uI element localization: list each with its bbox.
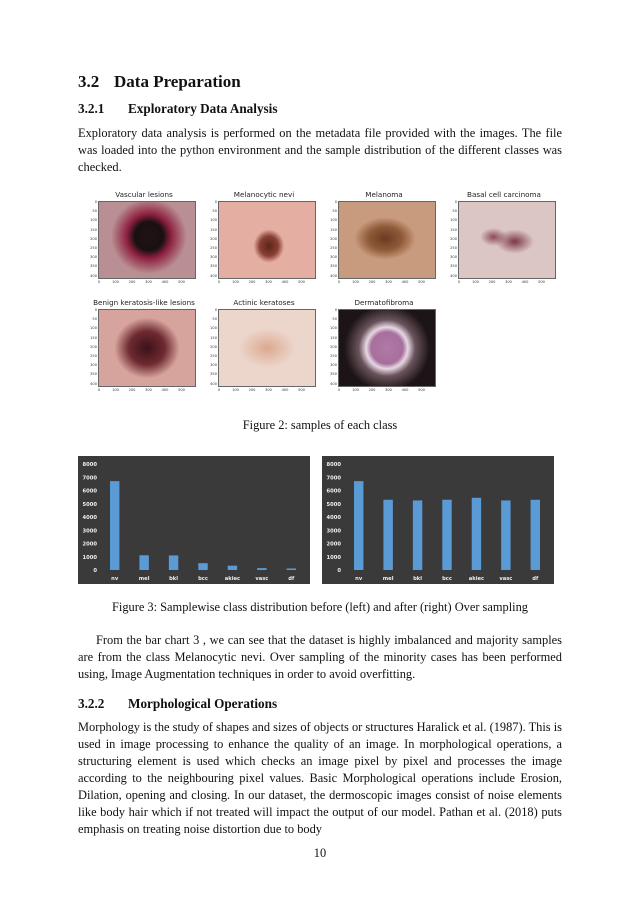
- sample-panel-title: Vascular lesions: [115, 190, 173, 199]
- sample-panel-title: Melanoma: [365, 190, 403, 199]
- x-tick-label: 400: [401, 280, 409, 284]
- bar-chart-after-svg: [322, 456, 554, 584]
- subsection-title: Morphological Operations: [128, 696, 278, 711]
- x-tick-label: 500: [298, 280, 305, 284]
- section-title: Data Preparation: [114, 72, 241, 91]
- x-tick-label: 100: [352, 280, 359, 284]
- x-tick-label: mel: [382, 576, 394, 582]
- y-tick-label: 350: [90, 372, 97, 377]
- bar: [472, 498, 481, 570]
- x-tick-label: 200: [368, 388, 376, 392]
- x-tick-label: 400: [161, 280, 169, 284]
- x-tick-label: 400: [281, 280, 289, 284]
- bar: [198, 563, 207, 570]
- x-tick-label: 500: [538, 280, 545, 284]
- x-tick-label: 500: [178, 280, 185, 284]
- y-tick-label: 200: [210, 236, 217, 241]
- y-tick-label: 3000: [82, 528, 97, 535]
- y-tick-label: 250: [90, 246, 97, 250]
- x-axis-ticks: [218, 280, 316, 286]
- y-tick-label: 0: [334, 200, 337, 204]
- y-tick-label: 0: [214, 200, 217, 204]
- y-tick-label: 150: [330, 227, 337, 232]
- sample-panel: [208, 298, 320, 396]
- y-tick-label: 350: [330, 264, 337, 269]
- y-tick-label: 0: [94, 200, 97, 204]
- y-tick-label: 50: [212, 317, 217, 322]
- y-tick-label: 0: [214, 308, 217, 312]
- subsection-number: 3.2.2: [78, 696, 105, 711]
- y-tick-label: 350: [90, 264, 97, 269]
- lesion-image: [98, 309, 196, 387]
- y-tick-label: 8000: [82, 462, 97, 468]
- y-tick-label: 50: [92, 317, 97, 322]
- bar-chart-after: [322, 456, 554, 584]
- x-tick-label: vasc: [255, 576, 269, 582]
- bar: [169, 555, 178, 570]
- sample-panel: [448, 190, 560, 288]
- x-tick-label: 300: [145, 280, 152, 284]
- y-tick-label: 7000: [326, 475, 341, 482]
- y-tick-label: 150: [450, 227, 457, 232]
- sample-panel: [208, 190, 320, 288]
- figure-3-caption: Figure 3: Samplewise class distribution before (left) and after (right) Over sampling: [111, 600, 528, 614]
- figure-class-samples: [88, 190, 568, 400]
- y-tick-label: 8000: [326, 462, 341, 468]
- y-tick-label: 200: [90, 344, 97, 349]
- y-tick-label: 50: [452, 209, 457, 214]
- y-tick-label: 250: [330, 246, 337, 250]
- y-tick-label: 200: [210, 344, 217, 349]
- y-tick-label: 100: [90, 218, 97, 223]
- sample-panel-title: Benign keratosis-like lesions: [93, 298, 195, 307]
- x-tick-label: 300: [505, 280, 512, 284]
- y-axis-ticks: [448, 201, 457, 279]
- paragraph-morphology: Morphology is the study of shapes and sizes of objects or structures Haralick et al. (1987). This is used in image processing to enhance the quality of an image. In morphological operations, a structuring element is used which checks an image pixel by pixel and processes the image according to the neighbouring pixel values. Basic Morphological operations include Erosion, Dilation, opening and closing. In our dataset, the dermoscopic images consist of noise elements like body hair which if not treated will impact the output of our model. Pathan et al. (2018) puts emphasis on treating noise distortion due to body: [78, 720, 562, 836]
- y-tick-label: 250: [210, 354, 217, 358]
- sample-panel: [328, 190, 440, 288]
- bar: [257, 568, 266, 570]
- x-tick-label: mel: [138, 576, 150, 582]
- section-number: 3.2: [78, 72, 100, 91]
- x-tick-label: 100: [112, 280, 119, 284]
- y-tick-label: 200: [330, 344, 337, 349]
- sample-panel-title: Melanocytic nevi: [233, 190, 295, 199]
- y-tick-label: 50: [332, 317, 337, 322]
- y-tick-label: 2000: [82, 541, 97, 548]
- subsection-title: Exploratory Data Analysis: [128, 101, 278, 116]
- sample-panel: [88, 190, 200, 288]
- y-tick-label: 400: [450, 273, 457, 278]
- x-tick-label: 300: [265, 388, 272, 392]
- subsection-heading-eda: [78, 101, 277, 117]
- y-tick-label: 100: [210, 218, 217, 223]
- y-tick-label: 150: [210, 335, 217, 340]
- x-tick-label: 0: [97, 280, 101, 284]
- y-axis-ticks: [328, 309, 337, 387]
- y-tick-label: 4000: [326, 515, 341, 521]
- x-tick-label: 100: [232, 280, 239, 284]
- y-tick-label: 150: [330, 335, 337, 340]
- y-tick-label: 0: [94, 308, 97, 312]
- x-tick-label: 300: [145, 388, 152, 392]
- lesion-image: [338, 201, 436, 279]
- subsection-heading-morphology: [78, 696, 277, 712]
- x-tick-label: 500: [178, 388, 185, 392]
- y-tick-label: 0: [454, 200, 457, 204]
- y-tick-label: 100: [90, 326, 97, 331]
- y-tick-label: 150: [210, 227, 217, 232]
- y-tick-label: 5000: [326, 501, 341, 508]
- y-axis-ticks: [208, 201, 217, 279]
- x-tick-label: 300: [385, 388, 392, 392]
- x-tick-label: bkl: [169, 576, 179, 582]
- x-tick-label: df: [288, 576, 295, 582]
- paragraph-oversampling: From the bar chart 3 , we can see that the dataset is highly imbalanced and majority samples are from the class Melanocytic nevi. Over sampling of the minority cases has been performed using, Image Augmentation techniques in order to avoid overfitting.: [78, 633, 562, 681]
- y-tick-label: 100: [450, 218, 457, 223]
- x-axis-ticks: [338, 388, 436, 394]
- x-tick-label: nv: [111, 576, 119, 582]
- y-tick-label: 400: [210, 273, 217, 278]
- x-tick-label: 500: [418, 388, 425, 392]
- y-tick-label: 1000: [326, 554, 341, 561]
- x-tick-label: 200: [128, 280, 136, 284]
- x-tick-label: 400: [521, 280, 529, 284]
- y-tick-label: 0: [93, 568, 97, 574]
- x-tick-label: 400: [401, 388, 409, 392]
- y-tick-label: 400: [90, 273, 97, 278]
- bar: [383, 500, 392, 570]
- x-axis-ticks: [98, 280, 196, 286]
- y-tick-label: 200: [450, 236, 457, 241]
- y-tick-label: 250: [210, 246, 217, 250]
- y-tick-label: 6000: [82, 488, 97, 495]
- y-tick-label: 1000: [82, 554, 97, 561]
- page-number: 10: [313, 846, 327, 860]
- x-tick-label: 100: [112, 388, 119, 392]
- lesion-image: [98, 201, 196, 279]
- lesion-image: [458, 201, 556, 279]
- y-tick-label: 350: [210, 372, 217, 377]
- x-tick-label: 200: [248, 280, 256, 284]
- x-axis-ticks: [458, 280, 556, 286]
- x-tick-label: 100: [472, 280, 479, 284]
- y-tick-label: 100: [210, 326, 217, 331]
- x-tick-label: 500: [418, 280, 425, 284]
- y-tick-label: 350: [210, 264, 217, 269]
- bar: [501, 500, 510, 570]
- subsection-number: 3.2.1: [78, 101, 105, 116]
- x-tick-label: 300: [265, 280, 272, 284]
- x-tick-label: 200: [248, 388, 256, 392]
- bar-chart-before-svg: [78, 456, 310, 584]
- x-tick-label: df: [532, 576, 539, 582]
- y-tick-label: 4000: [82, 515, 97, 521]
- bar: [139, 555, 148, 570]
- bar: [228, 566, 237, 570]
- y-axis-ticks: [88, 201, 97, 279]
- x-tick-label: nv: [355, 576, 363, 582]
- y-tick-label: 5000: [82, 501, 97, 508]
- bar: [287, 568, 296, 570]
- x-tick-label: 0: [217, 388, 221, 392]
- y-tick-label: 400: [210, 381, 217, 386]
- x-axis-ticks: [218, 388, 316, 394]
- y-axis-ticks: [88, 309, 97, 387]
- y-tick-label: 6000: [326, 488, 341, 495]
- y-tick-label: 300: [330, 255, 337, 260]
- x-tick-label: 100: [232, 388, 239, 392]
- bar: [413, 500, 422, 570]
- lesion-image: [338, 309, 436, 387]
- y-tick-label: 400: [330, 273, 337, 278]
- x-tick-label: 0: [217, 280, 221, 284]
- y-tick-label: 300: [210, 363, 217, 368]
- y-tick-label: 100: [330, 326, 337, 331]
- x-tick-label: 0: [337, 280, 341, 284]
- sample-panel: [88, 298, 200, 396]
- bar: [110, 481, 119, 570]
- x-tick-label: 200: [488, 280, 496, 284]
- x-tick-label: 0: [97, 388, 101, 392]
- y-tick-label: 3000: [326, 528, 341, 535]
- bar: [442, 500, 451, 570]
- x-tick-label: bcc: [442, 576, 452, 582]
- x-tick-label: 0: [457, 280, 461, 284]
- x-tick-label: 400: [161, 388, 169, 392]
- y-axis-ticks: [208, 309, 217, 387]
- y-tick-label: 50: [92, 209, 97, 214]
- y-tick-label: 250: [330, 354, 337, 358]
- x-tick-label: 200: [128, 388, 136, 392]
- y-tick-label: 0: [337, 568, 341, 574]
- bar: [354, 481, 363, 570]
- x-tick-label: 200: [368, 280, 376, 284]
- x-tick-label: akiec: [224, 576, 241, 582]
- sample-panel: [328, 298, 440, 396]
- y-tick-label: 100: [330, 218, 337, 223]
- x-tick-label: 300: [385, 280, 392, 284]
- y-tick-label: 350: [450, 264, 457, 269]
- y-tick-label: 150: [90, 227, 97, 232]
- y-tick-label: 250: [90, 354, 97, 358]
- y-tick-label: 350: [330, 372, 337, 377]
- x-tick-label: vasc: [499, 576, 513, 582]
- y-tick-label: 50: [332, 209, 337, 214]
- figure-2-caption: Figure 2: samples of each class: [242, 418, 398, 432]
- x-tick-label: bkl: [413, 576, 423, 582]
- sample-panel-title: Actinic keratoses: [233, 298, 295, 307]
- y-tick-label: 50: [212, 209, 217, 214]
- x-axis-ticks: [98, 388, 196, 394]
- y-tick-label: 250: [450, 246, 457, 250]
- sample-panel-title: Basal cell carcinoma: [467, 190, 541, 199]
- y-tick-label: 2000: [326, 541, 341, 548]
- section-heading: [78, 72, 241, 92]
- paragraph-eda: Exploratory data analysis is performed on the metadata file provided with the images. The file was loaded into the python environment and the sample distribution of the different classes was checked.: [78, 126, 562, 174]
- bar: [531, 500, 540, 570]
- x-tick-label: 0: [337, 388, 341, 392]
- y-tick-label: 200: [330, 236, 337, 241]
- y-tick-label: 0: [334, 308, 337, 312]
- x-tick-label: 500: [298, 388, 305, 392]
- y-tick-label: 400: [330, 381, 337, 386]
- y-tick-label: 300: [450, 255, 457, 260]
- y-tick-label: 200: [90, 236, 97, 241]
- bar-chart-before: [78, 456, 310, 584]
- y-tick-label: 300: [330, 363, 337, 368]
- lesion-image: [218, 309, 316, 387]
- x-tick-label: 400: [281, 388, 289, 392]
- x-tick-label: bcc: [198, 576, 208, 582]
- y-tick-label: 300: [90, 255, 97, 260]
- y-tick-label: 300: [90, 363, 97, 368]
- x-tick-label: 100: [352, 388, 359, 392]
- sample-panel-title: Dermatofibroma: [354, 298, 414, 307]
- y-axis-ticks: [328, 201, 337, 279]
- y-tick-label: 150: [90, 335, 97, 340]
- x-tick-label: akiec: [468, 576, 485, 582]
- lesion-image: [218, 201, 316, 279]
- y-tick-label: 300: [210, 255, 217, 260]
- y-tick-label: 400: [90, 381, 97, 386]
- y-tick-label: 7000: [82, 475, 97, 482]
- figure-class-distribution: [78, 456, 562, 586]
- x-axis-ticks: [338, 280, 436, 286]
